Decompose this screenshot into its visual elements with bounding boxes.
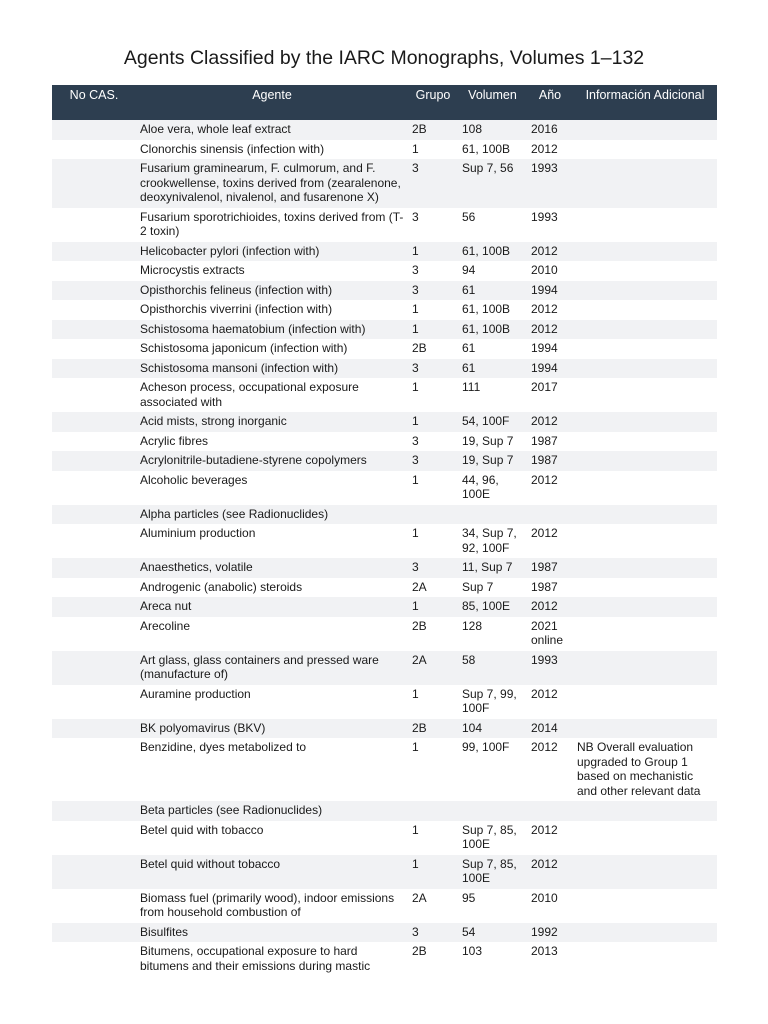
cell-info — [573, 432, 717, 452]
cell-cas — [52, 651, 136, 685]
cell-volume: 94 — [458, 261, 527, 281]
table-row — [52, 738, 717, 801]
cell-year: 2012 — [527, 300, 573, 320]
table-row — [52, 889, 717, 923]
cell-agent: Acheson process, occupational exposure associated with — [136, 378, 408, 412]
cell-info — [573, 719, 717, 739]
cell-agent: BK polyomavirus (BKV) — [136, 719, 408, 739]
cell-agent: Acrylic fibres — [136, 432, 408, 452]
table-row — [52, 412, 717, 432]
cell-agent: Biomass fuel (primarily wood), indoor emissions from household combustion of — [136, 889, 408, 923]
cell-cas — [52, 719, 136, 739]
cell-group: 3 — [408, 923, 458, 943]
cell-group: 1 — [408, 685, 458, 719]
cell-group: 3 — [408, 558, 458, 578]
cell-year: 2017 — [527, 378, 573, 412]
cell-agent: Areca nut — [136, 597, 408, 617]
cell-volume: Sup 7, 56 — [458, 159, 527, 208]
cell-info — [573, 140, 717, 160]
cell-info — [573, 855, 717, 889]
cell-cas — [52, 685, 136, 719]
table-header-row — [52, 85, 717, 120]
cell-agent: Beta particles (see Radionuclides) — [136, 801, 408, 821]
cell-info — [573, 617, 717, 651]
cell-volume: 61 — [458, 281, 527, 301]
cell-info — [573, 359, 717, 379]
table-row — [52, 923, 717, 943]
cell-agent: Opisthorchis felineus (infection with) — [136, 281, 408, 301]
cell-agent: Bisulfites — [136, 923, 408, 943]
table-row — [52, 855, 717, 889]
cell-year: 1993 — [527, 159, 573, 208]
cell-agent: Helicobacter pylori (infection with) — [136, 242, 408, 262]
cell-year: 2012 — [527, 320, 573, 340]
cell-info — [573, 208, 717, 242]
cell-year: 2012 — [527, 412, 573, 432]
cell-cas — [52, 801, 136, 821]
cell-cas — [52, 942, 136, 976]
cell-agent: Benzidine, dyes metabolized to — [136, 738, 408, 801]
cell-year: 2010 — [527, 889, 573, 923]
cell-info — [573, 242, 717, 262]
column-header-info: Información Adicional — [573, 85, 717, 120]
cell-group: 1 — [408, 300, 458, 320]
cell-volume: 34, Sup 7, 92, 100F — [458, 524, 527, 558]
cell-volume: 128 — [458, 617, 527, 651]
cell-group: 1 — [408, 738, 458, 801]
cell-group: 3 — [408, 432, 458, 452]
cell-year: 2012 — [527, 685, 573, 719]
cell-year: 2012 — [527, 821, 573, 855]
cell-agent: Alcoholic beverages — [136, 471, 408, 505]
cell-group: 1 — [408, 471, 458, 505]
cell-volume: 61, 100B — [458, 300, 527, 320]
table-row — [52, 140, 717, 160]
cell-info — [573, 339, 717, 359]
table-row — [52, 120, 717, 140]
cell-volume: 99, 100F — [458, 738, 527, 801]
cell-year: 1987 — [527, 451, 573, 471]
cell-agent: Art glass, glass containers and pressed ware (manufacture of) — [136, 651, 408, 685]
cell-agent: Fusarium sporotrichioides, toxins derived from (T-2 toxin) — [136, 208, 408, 242]
cell-volume — [458, 801, 527, 821]
cell-info — [573, 378, 717, 412]
cell-year: 2012 — [527, 855, 573, 889]
cell-agent: Aluminium production — [136, 524, 408, 558]
cell-group: 1 — [408, 320, 458, 340]
cell-year: 1993 — [527, 651, 573, 685]
cell-info — [573, 261, 717, 281]
cell-info — [573, 578, 717, 598]
cell-year: 2012 — [527, 471, 573, 505]
table-row — [52, 300, 717, 320]
cell-info: NB Overall evaluation upgraded to Group 1 based on mechanistic and other relevant data — [573, 738, 717, 801]
cell-year: 1993 — [527, 208, 573, 242]
table-row — [52, 685, 717, 719]
cell-year: 1994 — [527, 359, 573, 379]
cell-info — [573, 821, 717, 855]
cell-group: 2A — [408, 578, 458, 598]
cell-info — [573, 923, 717, 943]
cell-agent: Schistosoma mansoni (infection with) — [136, 359, 408, 379]
cell-info — [573, 801, 717, 821]
table-row — [52, 261, 717, 281]
cell-cas — [52, 889, 136, 923]
cell-agent: Microcystis extracts — [136, 261, 408, 281]
table-row — [52, 821, 717, 855]
cell-cas — [52, 432, 136, 452]
cell-year — [527, 505, 573, 525]
cell-group: 2B — [408, 617, 458, 651]
cell-year — [527, 801, 573, 821]
cell-agent: Betel quid without tobacco — [136, 855, 408, 889]
cell-cas — [52, 597, 136, 617]
cell-group: 2B — [408, 942, 458, 976]
cell-agent: Schistosoma haematobium (infection with) — [136, 320, 408, 340]
cell-agent: Betel quid with tobacco — [136, 821, 408, 855]
cell-volume: 61, 100B — [458, 242, 527, 262]
cell-year: 2010 — [527, 261, 573, 281]
cell-info — [573, 524, 717, 558]
table-row — [52, 281, 717, 301]
cell-group: 1 — [408, 597, 458, 617]
cell-cas — [52, 208, 136, 242]
cell-volume: 11, Sup 7 — [458, 558, 527, 578]
cell-agent: Fusarium graminearum, F. culmorum, and F. crookwellense, toxins derived from (zearalenone, deoxynivalenol, nivalenol, and fusarenone X) — [136, 159, 408, 208]
cell-cas — [52, 159, 136, 208]
table-row — [52, 651, 717, 685]
cell-year: 1987 — [527, 432, 573, 452]
cell-cas — [52, 923, 136, 943]
table-row — [52, 524, 717, 558]
cell-group: 2B — [408, 339, 458, 359]
cell-agent: Anaesthetics, volatile — [136, 558, 408, 578]
cell-year: 1992 — [527, 923, 573, 943]
cell-cas — [52, 140, 136, 160]
cell-cas — [52, 617, 136, 651]
cell-group: 3 — [408, 281, 458, 301]
cell-agent: Clonorchis sinensis (infection with) — [136, 140, 408, 160]
table-row — [52, 558, 717, 578]
cell-cas — [52, 412, 136, 432]
cell-agent: Auramine production — [136, 685, 408, 719]
cell-year: 1994 — [527, 339, 573, 359]
cell-cas — [52, 578, 136, 598]
cell-volume: 85, 100E — [458, 597, 527, 617]
cell-volume: 58 — [458, 651, 527, 685]
cell-group: 2B — [408, 120, 458, 140]
table-row — [52, 801, 717, 821]
cell-year: 2012 — [527, 140, 573, 160]
cell-year: 2021 online — [527, 617, 573, 651]
cell-cas — [52, 855, 136, 889]
cell-cas — [52, 524, 136, 558]
cell-group: 1 — [408, 242, 458, 262]
table-body — [52, 120, 717, 976]
cell-group: 1 — [408, 140, 458, 160]
table-row — [52, 359, 717, 379]
cell-cas — [52, 378, 136, 412]
cell-volume: 61, 100B — [458, 140, 527, 160]
cell-volume: 95 — [458, 889, 527, 923]
cell-info — [573, 942, 717, 976]
column-header-group: Grupo — [408, 85, 458, 120]
table-row — [52, 505, 717, 525]
cell-info — [573, 300, 717, 320]
cell-info — [573, 120, 717, 140]
agents-table — [52, 85, 717, 976]
table-row — [52, 578, 717, 598]
cell-cas — [52, 242, 136, 262]
cell-group: 1 — [408, 821, 458, 855]
cell-agent: Arecoline — [136, 617, 408, 651]
cell-volume: 54, 100F — [458, 412, 527, 432]
cell-cas — [52, 300, 136, 320]
cell-volume: 108 — [458, 120, 527, 140]
table-row — [52, 320, 717, 340]
cell-group: 1 — [408, 524, 458, 558]
cell-group: 2A — [408, 651, 458, 685]
cell-cas — [52, 120, 136, 140]
cell-year: 1987 — [527, 558, 573, 578]
cell-agent: Bitumens, occupational exposure to hard bitumens and their emissions during mastic — [136, 942, 408, 976]
cell-group: 3 — [408, 159, 458, 208]
cell-volume: Sup 7, 85, 100E — [458, 821, 527, 855]
cell-group: 3 — [408, 261, 458, 281]
cell-year: 2012 — [527, 524, 573, 558]
cell-group: 3 — [408, 359, 458, 379]
cell-cas — [52, 738, 136, 801]
cell-info — [573, 558, 717, 578]
cell-info — [573, 159, 717, 208]
cell-volume: 103 — [458, 942, 527, 976]
cell-info — [573, 281, 717, 301]
cell-info — [573, 651, 717, 685]
cell-volume: 54 — [458, 923, 527, 943]
cell-volume: 61 — [458, 339, 527, 359]
table-row — [52, 159, 717, 208]
cell-cas — [52, 451, 136, 471]
cell-year: 2013 — [527, 942, 573, 976]
table-row — [52, 471, 717, 505]
cell-cas — [52, 261, 136, 281]
cell-group: 1 — [408, 378, 458, 412]
cell-year: 2012 — [527, 738, 573, 801]
cell-agent: Androgenic (anabolic) steroids — [136, 578, 408, 598]
document-title: Agents Classified by the IARC Monographs, Volumes 1–132 — [123, 47, 645, 69]
cell-year: 1994 — [527, 281, 573, 301]
cell-year: 1987 — [527, 578, 573, 598]
cell-agent: Acid mists, strong inorganic — [136, 412, 408, 432]
cell-volume: 61 — [458, 359, 527, 379]
cell-info — [573, 471, 717, 505]
cell-group: 1 — [408, 855, 458, 889]
cell-volume: 111 — [458, 378, 527, 412]
column-header-agent: Agente — [136, 85, 408, 120]
cell-info — [573, 505, 717, 525]
cell-year: 2016 — [527, 120, 573, 140]
cell-cas — [52, 505, 136, 525]
cell-volume: 56 — [458, 208, 527, 242]
cell-volume: 44, 96, 100E — [458, 471, 527, 505]
cell-group: 3 — [408, 208, 458, 242]
column-header-year: Año — [527, 85, 573, 120]
cell-year: 2012 — [527, 242, 573, 262]
cell-info — [573, 451, 717, 471]
cell-group: 3 — [408, 451, 458, 471]
cell-cas — [52, 320, 136, 340]
cell-group: 2B — [408, 719, 458, 739]
cell-year: 2012 — [527, 597, 573, 617]
cell-cas — [52, 471, 136, 505]
cell-group — [408, 505, 458, 525]
cell-info — [573, 320, 717, 340]
cell-group — [408, 801, 458, 821]
cell-year: 2014 — [527, 719, 573, 739]
cell-cas — [52, 281, 136, 301]
table-row — [52, 719, 717, 739]
cell-info — [573, 889, 717, 923]
column-header-cas: No CAS. — [52, 85, 136, 120]
cell-info — [573, 412, 717, 432]
cell-agent: Alpha particles (see Radionuclides) — [136, 505, 408, 525]
cell-volume: 61, 100B — [458, 320, 527, 340]
cell-agent: Aloe vera, whole leaf extract — [136, 120, 408, 140]
cell-info — [573, 685, 717, 719]
cell-info — [573, 597, 717, 617]
cell-volume: 104 — [458, 719, 527, 739]
cell-cas — [52, 558, 136, 578]
table-row — [52, 378, 717, 412]
cell-agent: Schistosoma japonicum (infection with) — [136, 339, 408, 359]
cell-volume: Sup 7, 85, 100E — [458, 855, 527, 889]
cell-agent: Acrylonitrile-butadiene-styrene copolymers — [136, 451, 408, 471]
cell-group: 1 — [408, 412, 458, 432]
cell-agent: Opisthorchis viverrini (infection with) — [136, 300, 408, 320]
cell-volume — [458, 505, 527, 525]
table-row — [52, 432, 717, 452]
cell-volume: 19, Sup 7 — [458, 432, 527, 452]
table-row — [52, 242, 717, 262]
table-row — [52, 597, 717, 617]
table-row — [52, 451, 717, 471]
table-row — [52, 339, 717, 359]
cell-volume: Sup 7, 99, 100F — [458, 685, 527, 719]
column-header-volume: Volumen — [458, 85, 527, 120]
cell-cas — [52, 821, 136, 855]
table-row — [52, 208, 717, 242]
cell-cas — [52, 359, 136, 379]
table-row — [52, 617, 717, 651]
cell-cas — [52, 339, 136, 359]
cell-volume: 19, Sup 7 — [458, 451, 527, 471]
cell-group: 2A — [408, 889, 458, 923]
cell-volume: Sup 7 — [458, 578, 527, 598]
table-row — [52, 942, 717, 976]
